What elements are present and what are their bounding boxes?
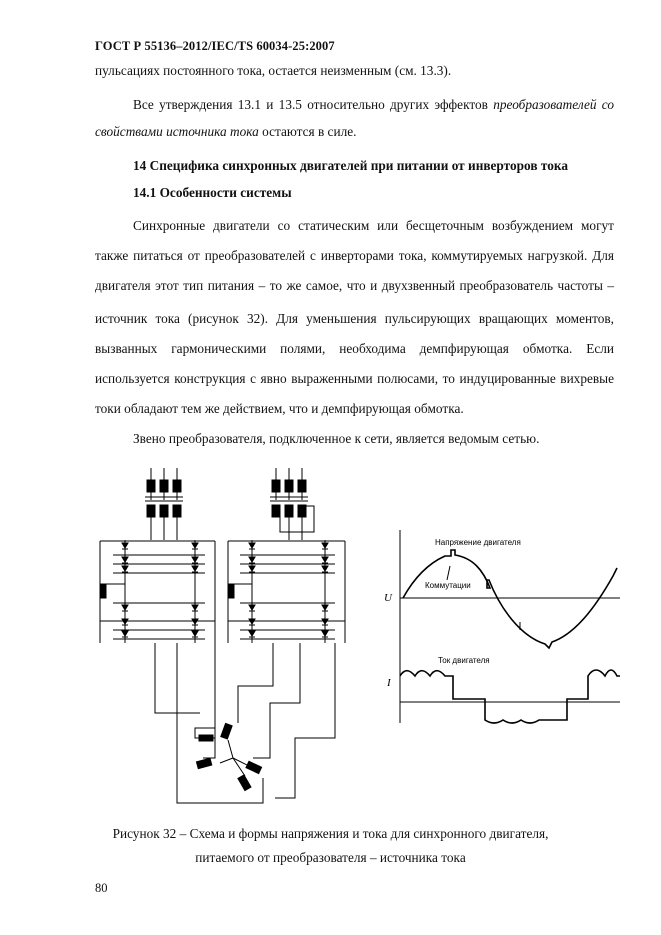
paragraph-continuation: пульсациях постоянного тока, остается неизменным (см. 13.3). <box>95 63 452 78</box>
paragraph-3-line-5: вызванных гармоническими полями, необходима демпфирующая обмотка. Если <box>95 341 614 356</box>
converter-circuit-diagram <box>100 468 345 803</box>
paragraph-2-emphasis-b: свойствами источника тока <box>95 124 259 139</box>
paragraph-4: Звено преобразователя, подключенное к сети, является ведомым сетью. <box>133 431 540 446</box>
section-heading: 14 Специфика синхронных двигателей при питании от инверторов тока <box>133 158 568 173</box>
figure-caption-line-1: Рисунок 32 – Схема и формы напряжения и тока для синхронного двигателя, <box>112 826 549 841</box>
subsection-heading: 14.1 Особенности системы <box>133 185 292 200</box>
paragraph-2-text-b: остаются в силе. <box>258 124 357 139</box>
document-header: ГОСТ Р 55136–2012/IEC/TS 60034-25:2007 <box>95 39 335 53</box>
label-commutation: Коммутации <box>425 581 471 590</box>
paragraph-2-emphasis-a: преобразователей со <box>493 97 614 112</box>
waveform-diagram <box>400 530 620 723</box>
page-number: 80 <box>95 881 108 895</box>
paragraph-3-line-3: двигателя этот тип питания – то же самое, что и двухзвенный преобразователь частоты – <box>95 278 614 293</box>
label-motor-current: Ток двигателя <box>438 656 490 665</box>
paragraph-3-line-7: токи обладают тем же действием, что и демпфирующая обмотка. <box>95 401 464 416</box>
axis-label-i: I <box>387 677 391 689</box>
paragraph-3-line-4: источник тока (рисунок 32). Для уменьшения пульсирующих вращающих моментов, <box>95 311 614 326</box>
paragraph-2-text-a: Все утверждения 13.1 и 13.5 относительно других эффектов <box>133 97 494 112</box>
paragraph-3-line-2: также питаться от преобразователей с инверторами тока, коммутируемых нагрузкой. Для <box>95 248 614 263</box>
paragraph-3-line-1: Синхронные двигатели со статическим или бесщеточным возбуждением могут <box>133 218 614 233</box>
figure-32 <box>95 458 630 818</box>
paragraph-3-line-6: используется конструкция с явно выраженными полюсами, то индуцированные вихревые <box>95 371 614 386</box>
axis-label-u: U <box>384 592 392 604</box>
paragraph-2-line-1 <box>133 97 614 113</box>
figure-caption-line-2: питаемого от преобразователя – источника тока <box>195 850 466 865</box>
paragraph-2-line-2 <box>95 124 614 140</box>
label-motor-voltage: Напряжение двигателя <box>435 538 521 547</box>
